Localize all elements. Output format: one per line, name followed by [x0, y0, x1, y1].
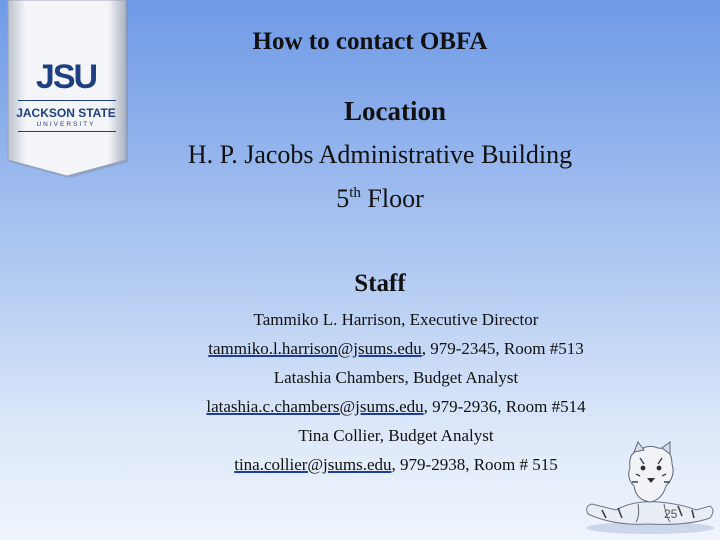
logo-monogram: JSU: [35, 58, 97, 96]
logo-university-name: JACKSON STATE: [16, 106, 116, 120]
staff-name-role: Latashia Chambers, Budget Analyst: [273, 368, 519, 387]
floor-word: Floor: [367, 184, 424, 213]
staff-email-link[interactable]: latashia.c.chambers@jsums.edu: [206, 397, 424, 416]
staff-email-link[interactable]: tina.collier@jsums.edu: [234, 455, 392, 474]
building-name: H. P. Jacobs Administrative Building: [187, 140, 573, 169]
page-number: 25: [664, 507, 678, 521]
staff-contact-details: , 979-2936, Room #514: [423, 397, 586, 416]
page-title: How to contact OBFA: [252, 28, 488, 55]
location-heading: Location: [343, 96, 446, 126]
staff-name-role: Tammiko L. Harrison, Executive Director: [253, 310, 539, 329]
floor-suffix: th: [349, 185, 361, 201]
logo-university-sub: UNIVERSITY: [36, 121, 96, 128]
tiger-mascot-icon: [578, 440, 718, 536]
floor-info: [255, 184, 505, 214]
staff-contact: [110, 339, 682, 359]
staff-name-role: Tina Collier, Budget Analyst: [298, 426, 494, 445]
staff-contact-details: , 979-2938, Room # 515: [391, 455, 558, 474]
floor-number: 5: [336, 184, 350, 213]
staff-email-link[interactable]: tammiko.l.harrison@jsums.edu: [208, 339, 422, 358]
staff-heading: Staff: [354, 270, 406, 297]
staff-contact: [110, 397, 682, 417]
staff-contact-details: , 979-2345, Room #513: [421, 339, 584, 358]
